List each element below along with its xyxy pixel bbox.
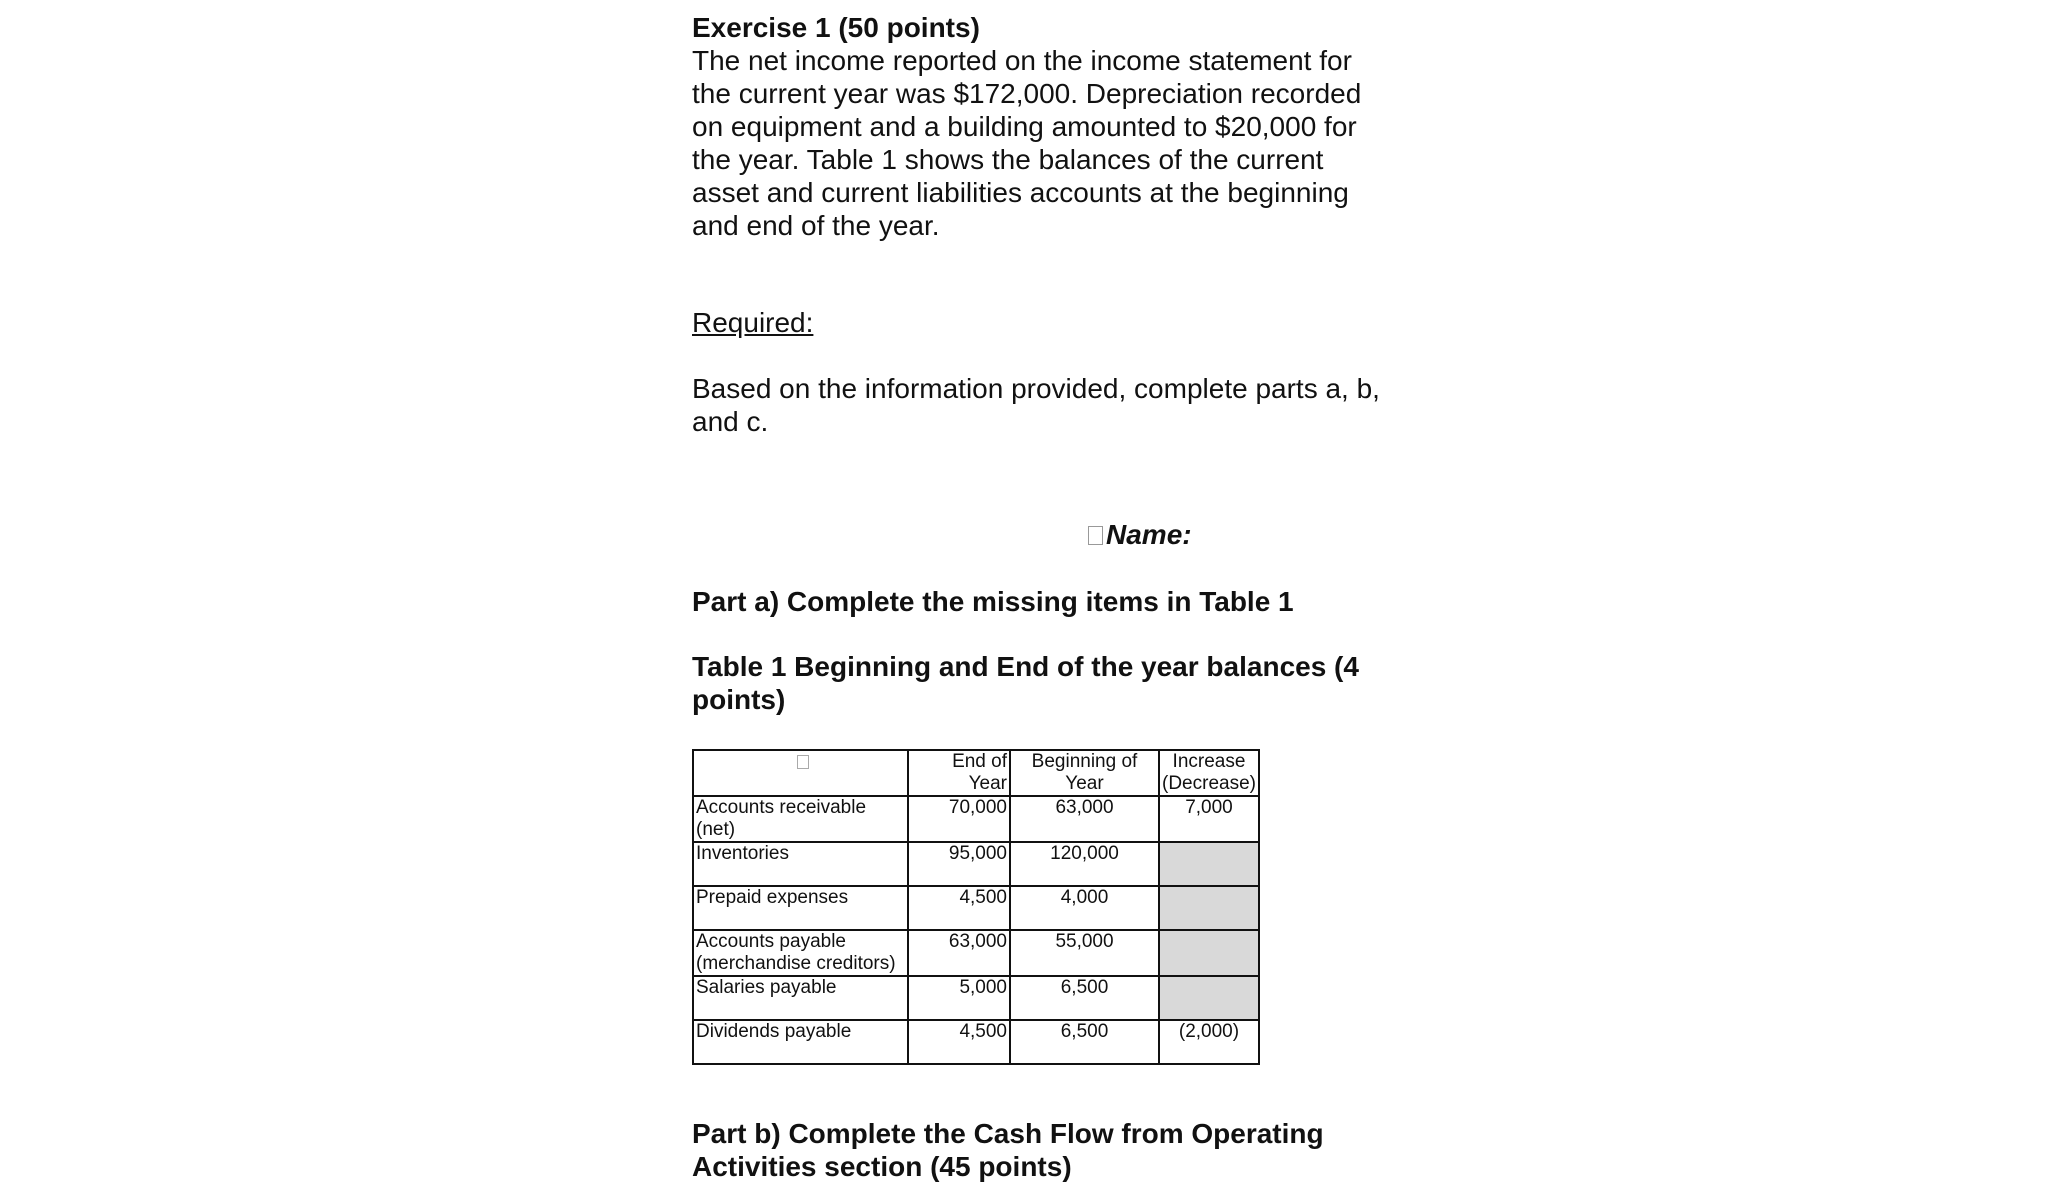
beginning-of-year-value: 4,000	[1010, 886, 1159, 930]
table-row	[693, 930, 1259, 976]
beginning-of-year-value: 6,500	[1010, 1020, 1159, 1064]
required-label: Required:	[692, 307, 814, 338]
table-row	[693, 842, 1259, 886]
end-of-year-value: 95,000	[908, 842, 1010, 886]
beginning-of-year-value: 63,000	[1010, 796, 1159, 842]
name-field[interactable]	[1088, 519, 1192, 551]
exercise-title: Exercise 1 (50 points)	[692, 12, 980, 43]
checkbox-placeholder-icon	[1088, 526, 1103, 545]
table-row	[693, 796, 1259, 842]
header-beginning-of-year: Beginning of Year	[1010, 750, 1159, 796]
checkbox-placeholder-icon	[797, 755, 809, 769]
name-label: Name:	[1106, 519, 1192, 550]
table-header-row	[693, 750, 1259, 796]
change-input-cell[interactable]	[1159, 930, 1259, 976]
header-empty	[693, 750, 908, 796]
change-input-cell[interactable]	[1159, 842, 1259, 886]
intro-paragraph: The net income reported on the income statement for the current year was $172,000. Depreciation recorded on equipment and a building amounted to $20,000 for the year. Table 1 shows the balances of the current asset and current liabilities accounts at the beginning and end of the year.	[692, 45, 1362, 241]
row-label: Prepaid expenses	[693, 886, 908, 930]
row-label: Accounts receivable (net)	[693, 796, 908, 842]
part-b-heading: Part b) Complete the Cash Flow from Operating Activities section (45 points)	[692, 1118, 1324, 1182]
table-row	[693, 886, 1259, 930]
row-label: Salaries payable	[693, 976, 908, 1020]
beginning-of-year-value: 55,000	[1010, 930, 1159, 976]
change-value: 7,000	[1159, 796, 1259, 842]
end-of-year-value: 70,000	[908, 796, 1010, 842]
change-value: (2,000)	[1159, 1020, 1259, 1064]
row-label: Inventories	[693, 842, 908, 886]
end-of-year-value: 4,500	[908, 1020, 1010, 1064]
beginning-of-year-value: 6,500	[1010, 976, 1159, 1020]
header-end-of-year: End of Year	[908, 750, 1010, 796]
table-row	[693, 976, 1259, 1020]
row-label: Accounts payable (merchandise creditors)	[693, 930, 908, 976]
end-of-year-value: 5,000	[908, 976, 1010, 1020]
table-row	[693, 1020, 1259, 1064]
change-input-cell[interactable]	[1159, 886, 1259, 930]
header-increase-decrease: Increase (Decrease)	[1159, 750, 1259, 796]
row-label: Dividends payable	[693, 1020, 908, 1064]
end-of-year-value: 63,000	[908, 930, 1010, 976]
end-of-year-value: 4,500	[908, 886, 1010, 930]
balances-table	[692, 749, 1260, 1065]
instructions: Based on the information provided, complete parts a, b, and c.	[692, 373, 1380, 437]
table-title: Table 1 Beginning and End of the year balances (4 points)	[692, 651, 1359, 715]
change-input-cell[interactable]	[1159, 976, 1259, 1020]
part-a-heading: Part a) Complete the missing items in Table 1	[692, 586, 1294, 617]
beginning-of-year-value: 120,000	[1010, 842, 1159, 886]
